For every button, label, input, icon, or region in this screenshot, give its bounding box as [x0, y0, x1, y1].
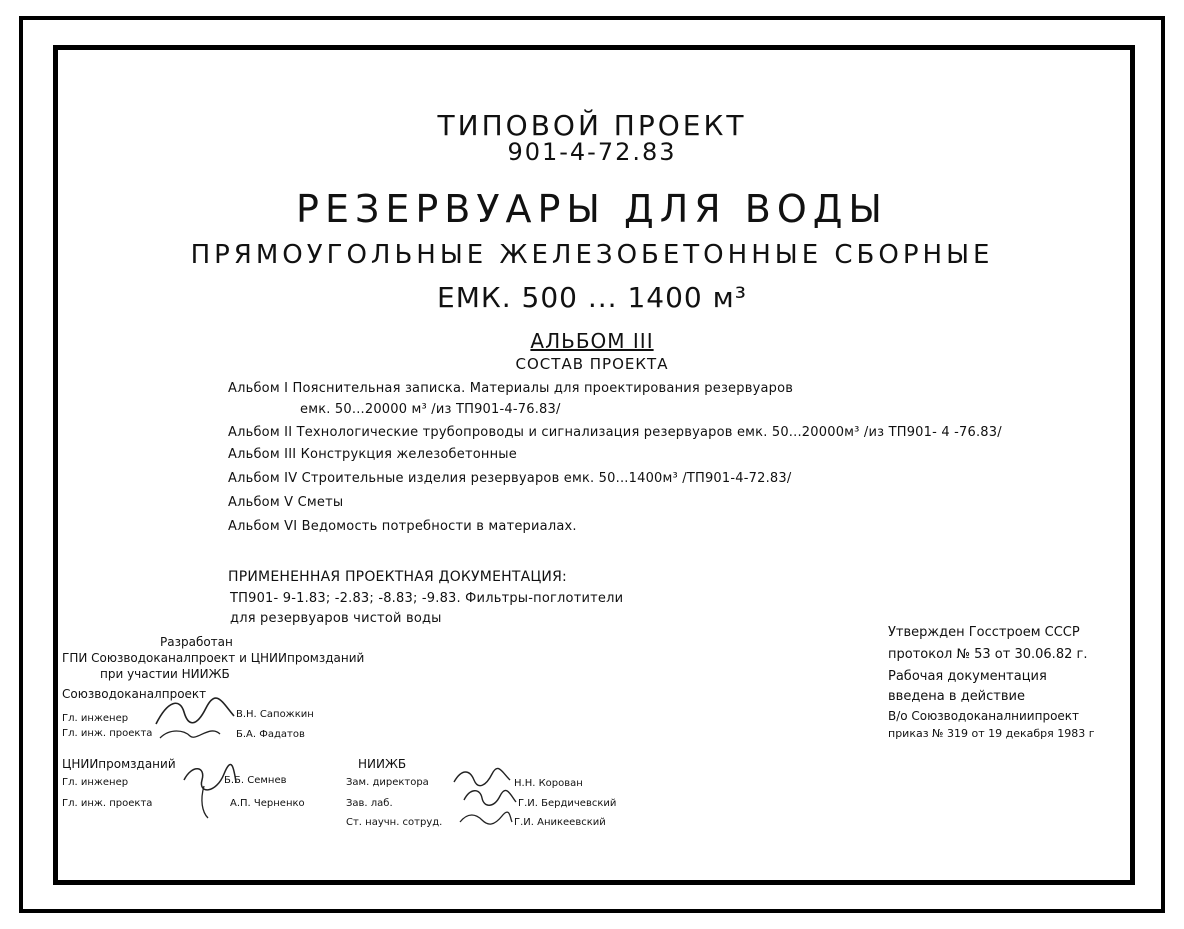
- album-line: Альбом I Пояснительная записка. Материалы для проектирования резервуаров: [228, 381, 794, 396]
- approval-line: Рабочая документация: [888, 669, 1047, 684]
- approval-line: приказ № 319 от 19 декабря 1983 г: [888, 727, 1095, 740]
- composition-heading: СОСТАВ ПРОЕКТА: [515, 355, 669, 373]
- role: Гл. инженер: [62, 713, 129, 724]
- role: Зам. директора: [346, 777, 429, 788]
- signatory-name: Г.И. Бердичевский: [518, 798, 617, 809]
- developed-line: ГПИ Союзводоканалпроект и ЦНИИпромзданий: [62, 651, 365, 665]
- org-name: ЦНИИпромзданий: [62, 757, 176, 771]
- document-type: ТИПОВОЙ ПРОЕКТ: [437, 109, 747, 142]
- signatory-name: А.П. Черненко: [230, 798, 305, 809]
- signatory-name: Г.И. Аникеевский: [514, 817, 606, 828]
- signatory-name: Б.Б. Семнев: [224, 775, 287, 786]
- role: Гл. инж. проекта: [62, 728, 153, 739]
- role: Гл. инженер: [62, 777, 129, 788]
- role: Зав. лаб.: [346, 798, 393, 809]
- applied-heading: ПРИМЕНЕННАЯ ПРОЕКТНАЯ ДОКУМЕНТАЦИЯ:: [228, 569, 567, 585]
- signatory-name: Н.Н. Корован: [514, 778, 583, 789]
- approval-line: В/о Союзводоканалниипроект: [888, 709, 1080, 723]
- approval-line: протокол № 53 от 30.06.82 г.: [888, 647, 1088, 662]
- capacity-heading: ЕМК. 500 ... 1400 м³: [437, 281, 747, 314]
- sub-heading: ПРЯМОУГОЛЬНЫЕ ЖЕЛЕЗОБЕТОННЫЕ СБОРНЫЕ: [190, 240, 994, 270]
- org-name: НИИЖБ: [358, 757, 407, 771]
- album-line: Альбом V Сметы: [228, 495, 344, 510]
- album-line: Альбом III Конструкция железобетонные: [228, 447, 517, 462]
- album-line: емк. 50...20000 м³ /из ТП901-4-76.83/: [300, 402, 561, 417]
- applied-line: ТП901- 9-1.83; -2.83; -8.83; -9.83. Фильтры-поглотители: [230, 591, 624, 606]
- inner-border: [53, 45, 1135, 885]
- signatory-name: В.Н. Сапожкин: [236, 709, 314, 720]
- developed-label: Разработан: [160, 635, 233, 649]
- album-line: Альбом VI Ведомость потребности в материалах.: [228, 519, 577, 534]
- role: Ст. научн. сотруд.: [346, 817, 443, 828]
- main-heading: РЕЗЕРВУАРЫ ДЛЯ ВОДЫ: [296, 187, 888, 231]
- applied-line: для резервуаров чистой воды: [230, 611, 442, 626]
- approval-line: введена в действие: [888, 689, 1025, 704]
- signatory-name: Б.А. Фадатов: [236, 729, 305, 740]
- org-name: Союзводоканалпроект: [62, 687, 207, 701]
- album-heading: АЛЬБОМ III: [530, 329, 654, 353]
- album-line: Альбом IV Строительные изделия резервуаров емк. 50...1400м³ /ТП901-4-72.83/: [228, 471, 792, 486]
- approval-line: Утвержден Госстроем СССР: [888, 625, 1080, 640]
- project-number: 901-4-72.83: [507, 138, 677, 166]
- album-line: Альбом II Технологические трубопроводы и сигнализация резервуаров емк. 50...20000м³ /из ТП901- 4 -76.83/: [228, 425, 1002, 440]
- developed-line: при участии НИИЖБ: [100, 667, 230, 681]
- role: Гл. инж. проекта: [62, 798, 153, 809]
